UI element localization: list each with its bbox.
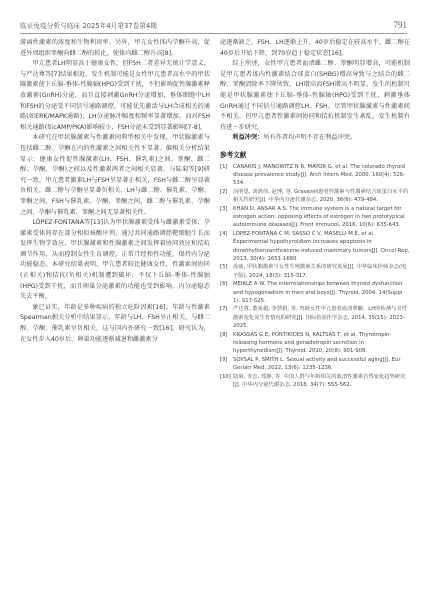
reference-text: 严达尊, 董荣超, 李慧娟, 等. 育龄女性甲亢患者血清睾酮、LH的检测与其性激素变化及生育情况的研究[J]. 国际检验医学杂志, 2014, 35(15): 2023-2025.: [233, 306, 408, 330]
body-paragraph: 本研究在甲状腺激素与性激素间典型相关中发现，甲状腺激素与包括雌二醇、孕酮在内的性激素之间相关性不显著。偏相关分析结果显示：健康女性促性腺激素(LH、FSH、催乳素)之间，睾酮、雌二醇、孕酮、孕酮)之间以及性激素两者之间相关显著，与陆菊等[9]研究一致。甲亢患者激素LH与FSH呈显著正相关，FSH与雌二醇呈显著负相关，雌二醇与孕酮呈显著负相关，LH与雌二醇、催乳素、孕酮、睾酮之间，FSH与催乳素、孕酮、睾酮之间，雌二醇与催乳素、孕酮之间，孕酮与催乳素、睾酮之间无显著相关性。: [20, 134, 210, 216]
body-paragraph: LÓPEZ-FONTANA等[13]认为甲状腺激素受体与雌激素受体、孕激素受体间存在部分相似核酸序列，通过共同通路调控靶细胞生长而发挥生物学效应，甲状腺激素和性腺激素之间发挥着协同效应和拮抗调节作用，从而控制女性生育调控，正常月经和性功能，保持内分泌功能稳态。本研究结果表明，甲亢患者较比健康女性，性激素间协同(正相关)和拮抗(负相关)机制遭到破坏，不仅下丘脑-垂体-性腺轴(HPG)受到干扰，而且卵巢分泌激素的功能也受到影响，内分泌稳态失去平衡。: [20, 219, 210, 301]
references-heading: 参考文献: [220, 150, 247, 159]
reference-item: [220, 331, 410, 356]
reference-number: [3]: [220, 205, 228, 212]
body-paragraph: 甲亢患者LH明显高于健康女性，但FSH二者差异无统计学意义，与严达尊等[7]结果相近。发生机制可能是女性甲亢患者高水平的甲状腺激素使下丘脑-垂体-性腺轴(HPG)受到干扰，不但影响促性腺激素释放激素(GnRH)分泌，而且直接刺激GnRH分泌增加，垂体细胞中LH和FSH的分泌受不同信号通路调控，可能优先激活与LH合成相关的通路(如ERK/MAPK通路)，LH分泌脉冲幅度和频率显著增加，而对FSH相关通路(如cAMP/PKA)影响较小，FSH分泌未受到显著影响[7-8]。: [20, 60, 210, 131]
reference-number: [1]: [220, 163, 228, 170]
reference-number: [7]: [220, 306, 228, 313]
conflict-of-interest: [220, 133, 410, 144]
reference-number: [9]: [220, 356, 228, 363]
reference-text: 冯明恩, 刘鸿伟, 赵博, 等. Graves病患者性激素与性激素结合球蛋白水平的相关性研究[J]. 中华内分泌代谢杂志, 2020, 36(6): 479-484.: [233, 188, 409, 204]
reference-text: LÓPEZ-FONTANA C M, SASSO C V, MASELLI M E, et al. Experimental hypothyroidism increases apoptosis in dimethylbenzanthracene-induced mammary tumors[J]. Oncol Rep, 2013, 30(4): 1651-1660.: [233, 230, 410, 262]
reference-number: [8]: [220, 331, 228, 338]
reference-number: [2]: [220, 188, 228, 195]
reference-list: [220, 163, 410, 390]
right-column: [220, 38, 410, 390]
reference-text: KRASSAS G E, PONTIKIDES N, KALTSAS T, et al. Thyrotropin-releasing hormone and gonadotropin secretion in hyperthyroidism[J]. Thyroid, 2010, 20(8): 901-908.: [233, 331, 392, 355]
reference-number: [6]: [220, 281, 228, 288]
reference-item: [220, 373, 410, 390]
page-number: 791: [393, 20, 407, 30]
reference-item: [220, 230, 410, 264]
running-header: [20, 16, 407, 34]
reference-item: [220, 263, 410, 280]
reference-item: [220, 205, 410, 230]
reference-text: 陆菊, 李志, 郑静, 等. 中国人群与年龄相关的血清性激素自然变化趋势研究[J]. 中华内分泌代谢杂志, 2018, 34(7): 555-562.: [233, 373, 406, 389]
body-paragraph: 游离性激素的浓度和生物利用率。另外，甲亢女性体内孕酮升高，促进外周组织睾酮向雌二醇的转化，使体内雌二醇升高[8]。: [20, 39, 210, 57]
reference-text: CANARIS J, MANOWITZ N R, MAYOR G, et al. The colorado thyroid disease prevalence study[J]. Arch Intern Med, 2000, 160(4): 526-534.: [233, 163, 406, 187]
conflict-text: 所有作者均声明不存在利益冲突。: [263, 134, 357, 142]
body-paragraph: 泌逐渐缺乏，FSH、LH逐渐上升，40岁后稳定在较高水平，雌二醇在40岁后开始下降，到70岁趋于稳定状态[16]。: [220, 39, 410, 57]
reference-item: [220, 356, 410, 373]
conflict-label: 利益冲突：: [232, 134, 264, 142]
reference-text: MEIKLE A W. The interrelationships between thyroid dysfunction and hypogonadism in men and boys[J]. Thyroid, 2004, 14(Suppl 1): S17-S25.: [233, 281, 403, 305]
reference-number: [5]: [220, 264, 228, 271]
reference-number: [4]: [220, 230, 228, 237]
reference-number: [10]: [220, 373, 231, 380]
body-paragraph: 象已证实，年龄是多种疾病的独立危险因素[16]。年龄与性激素Spearman相关分析中结果显示，年龄与LH、FSH呈正相关，与雌二醇、孕酮、催乳素呈负相关，这与国内外研究一致[16]。研究认为，在女性步入40岁后，卵巢功能逐渐减退和雌激素分: [20, 303, 210, 343]
reference-text: 汝丽, 甲状腺激素与女性生殖激素关系的研究进展[J]. 中华临床医师杂志(电子版), 2024, 18(3): 315-317.: [233, 264, 407, 279]
journal-title: 临证免疫分析与临床 2025年4月第37卷第4期: [20, 22, 157, 30]
reference-text: SOYSAL P, SMITH L. Sexual activity and successful aging[J]. Eur Geriatr Med, 2022, 13(6): 1235-1236.: [233, 356, 401, 372]
reference-item: [220, 188, 410, 205]
body-paragraph: 综上所述，女性甲亢患者血清雌二醇、睾酮明显增高，可能机制是甲亢患者体内性激素结合球蛋白(SHBG)增高导致与之结合的雌二醇、睾酮清除率下降所致，LH增高而FSH增高不明显，发生的机制可能是甲状腺激素使下丘脑-垂体-性腺轴(HPG)受到干扰，刺激垂体GnRH通过不同信号通路调控LH、FSH。尽管甲状腺激素与性激素间不相关，但甲亢患者性激素间协同和拮抗机制发生紊乱，发生机制有待进一步研究。: [220, 60, 410, 131]
reference-item: [220, 163, 410, 188]
reference-item: [220, 305, 410, 330]
reference-item: [220, 280, 410, 305]
left-column: [20, 38, 210, 603]
reference-text: KHAN D, ANSAR A S. The immune system is a natural target for estrogen action: opposing effects of estrogen in two prototypical autoimmune diseases[J]. Front Immunol, 2016, 10(6): 635-643.: [233, 205, 405, 229]
